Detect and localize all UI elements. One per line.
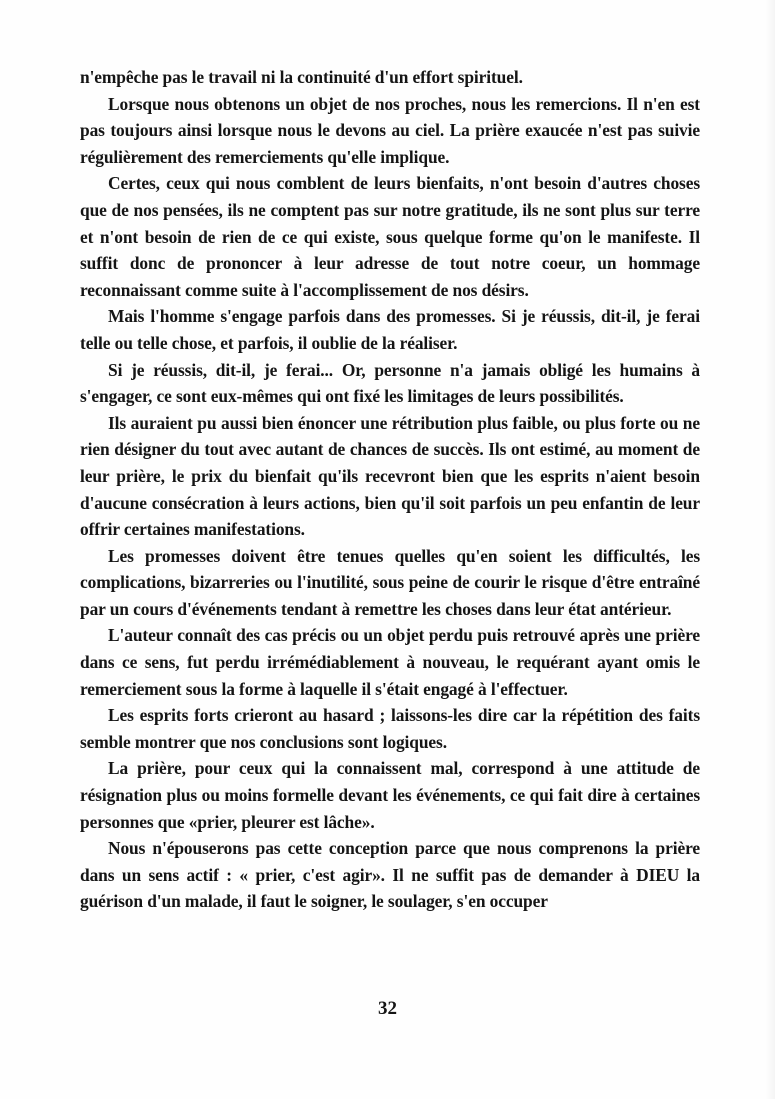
paragraph-5: Si je réussis, dit-il, je ferai... Or, personne n'a jamais obligé les humains à s'engager, ce sont eux-mêmes qui ont fixé les limitages de leurs possibilités. [80,359,700,407]
paragraph-6: Ils auraient pu aussi bien énoncer une rétribution plus faible, ou plus forte ou ne rien désigner du tout avec autant de chances de succès. Ils ont estimé, au moment de leur prière, le prix du bienfait qu'ils recevront bien que les esprits n'aient besoin d'aucune consécration à leurs actions, bien qu'il soit parfois un peu enfantin de leur offrir certaines manifestations. [80,412,700,540]
page-number: 32 [378,998,397,1019]
paragraph-4: Mais l'homme s'engage parfois dans des promesses. Si je réussis, dit-il, je ferai telle ou telle chose, et parfois, il oublie de la réaliser. [80,306,700,353]
paragraph-2: Lorsque nous obtenons un objet de nos proches, nous les remercions. Il n'en est pas toujours ainsi lorsque nous le devons au ciel. La prière exaucée n'est pas suivie régulièrement des remerciements qu'elle implique. [80,93,700,167]
paragraph-9: Les esprits forts crieront au hasard ; laissons-les dire car la répétition des faits semble montrer que nos conclusions sont logiques. [80,705,700,752]
paragraph-1: n'empêche pas le travail ni la continuité d'un effort spirituel. [80,67,523,87]
body-text [80,64,700,915]
scan-edge-shadow [765,0,775,1099]
paragraph-7: Les promesses doivent être tenues quelles qu'en soient les difficultés, les complications, bizarreries ou l'inutilité, sous peine de courir le risque d'être entraîné par un cours d'événements tendant à remettre les choses dans leur état antérieur. [80,545,700,619]
paragraph-11: Nous n'épouserons pas cette conception parce que nous comprenons la prière dans un sens actif : « prier, c'est agir». Il ne suffit pas de demander à DIEU la guérison d'un malade, il faut le soigner, le soulager, s'en occuper [80,838,700,912]
paragraph-8: L'auteur connaît des cas précis ou un objet perdu puis retrouvé après une prière dans ce sens, fut perdu irrémédiablement à nouveau, le requérant ayant omis le remerciement sous la forme à laquelle il s'était engagé à l'effectuer. [80,625,700,699]
paragraph-3: Certes, ceux qui nous comblent de leurs bienfaits, n'ont besoin d'autres choses que de nos pensées, ils ne comptent pas sur notre gratitude, ils ne sont plus sur terre et n'ont besoin de rien de ce qui existe, sous quelque forme qu'on le manifeste. Il suffit donc de prononcer à leur adresse de tout notre coeur, un hommage reconnaissant comme suite à l'accomplissement de nos désirs. [80,173,700,300]
paragraph-10: La prière, pour ceux qui la connaissent mal, correspond à une attitude de résignation plus ou moins formelle devant les événements, ce qui fait dire à certaines personnes que «prier, pleurer est lâche». [80,758,700,832]
